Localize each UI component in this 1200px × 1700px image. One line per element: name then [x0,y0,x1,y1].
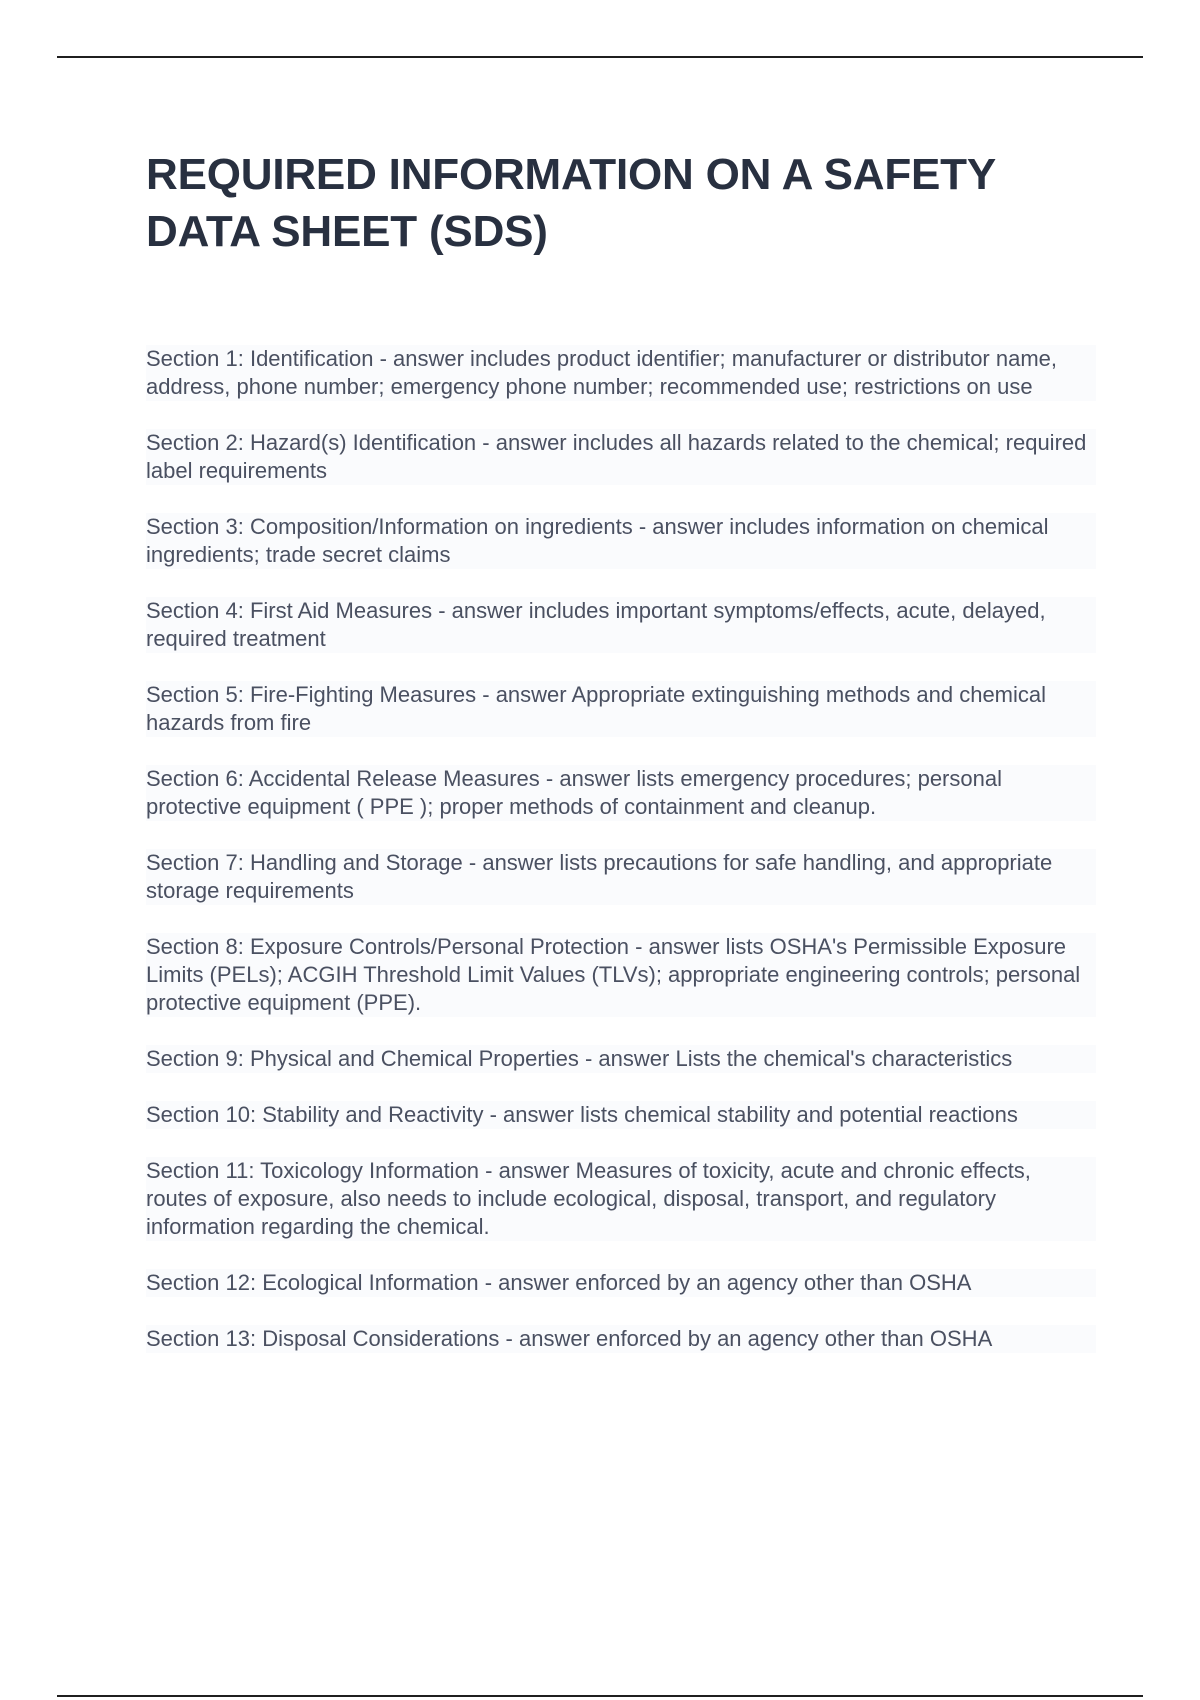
bottom-rule [57,1695,1143,1697]
section-item: Section 13: Disposal Considerations - answer enforced by an agency other than OSHA [146,1325,1096,1353]
section-item: Section 12: Ecological Information - answer enforced by an agency other than OSHA [146,1269,1096,1297]
section-item: Section 1: Identification - answer includes product identifier; manufacturer or distributor name, address, phone number; emergency phone number; recommended use; restrictions on use [146,345,1096,401]
document-title: REQUIRED INFORMATION ON A SAFETY DATA SHEET (SDS) [146,150,996,256]
section-item: Section 9: Physical and Chemical Properties - answer Lists the chemical's characteristics [146,1045,1096,1073]
section-item: Section 3: Composition/Information on ingredients - answer includes information on chemical ingredients; trade secret claims [146,513,1096,569]
section-item: Section 11: Toxicology Information - answer Measures of toxicity, acute and chronic effects, routes of exposure, also needs to include ecological, disposal, transport, and regulatory information regarding the chemical. [146,1157,1096,1241]
section-item: Section 5: Fire-Fighting Measures - answer Appropriate extinguishing methods and chemical hazards from fire [146,681,1096,737]
section-item: Section 4: First Aid Measures - answer includes important symptoms/effects, acute, delayed, required treatment [146,597,1096,653]
document-body [146,146,1096,1381]
section-list [146,345,1096,1353]
section-item: Section 8: Exposure Controls/Personal Protection - answer lists OSHA's Permissible Exposure Limits (PELs); ACGIH Threshold Limit Values (TLVs); appropriate engineering controls; personal protective equipment (PPE). [146,933,1096,1017]
top-rule [57,56,1143,58]
section-item: Section 10: Stability and Reactivity - answer lists chemical stability and potential reactions [146,1101,1096,1129]
section-item: Section 7: Handling and Storage - answer lists precautions for safe handling, and appropriate storage requirements [146,849,1096,905]
section-item: Section 6: Accidental Release Measures - answer lists emergency procedures; personal protective equipment ( PPE ); proper methods of containment and cleanup. [146,765,1096,821]
section-item: Section 2: Hazard(s) Identification - answer includes all hazards related to the chemical; required label requirements [146,429,1096,485]
